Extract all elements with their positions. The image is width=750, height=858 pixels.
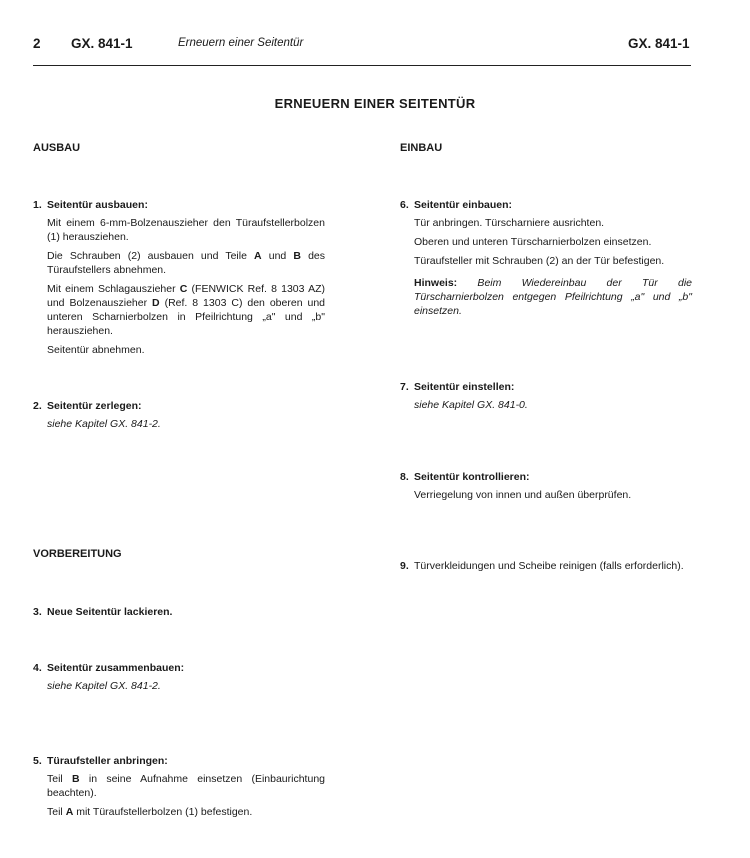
step-heading: Seitentür einbauen: — [414, 199, 513, 211]
step-9 — [400, 559, 692, 573]
step-5 — [33, 754, 325, 819]
text-run: in seine Aufnahme einsetzen (Einbaurichtung beachten). — [47, 773, 325, 799]
step-body — [33, 772, 325, 819]
paragraph: Seitentür abnehmen. — [47, 344, 145, 356]
part-label-a: A — [254, 250, 262, 262]
step-4 — [33, 661, 325, 693]
step-number: 7. — [400, 381, 409, 393]
doc-code-left: GX. 841-1 — [71, 36, 133, 51]
paragraph: Oberen und unteren Türscharnierbolzen einsetzen. — [414, 236, 652, 248]
hint-paragraph — [414, 276, 692, 318]
step-8 — [400, 470, 692, 502]
step-number: 3. — [33, 606, 42, 618]
tool-label-c: C — [179, 283, 188, 295]
doc-title: Erneuern einer Seitentür — [178, 37, 304, 49]
text-run: Teil — [47, 806, 66, 818]
part-label-b: B — [293, 250, 301, 262]
text-run: und — [261, 250, 294, 262]
text-run: (Ref. 8 1303 C) den oberen und unteren Scharnierbolzen in Pfeilrichtung „a" und „b" herausziehen. — [47, 297, 325, 337]
paragraph — [47, 249, 325, 277]
text-run: Die Schrauben (2) ausbauen und Teile — [47, 250, 255, 262]
paragraph: Mit einem 6-mm-Bolzenauszieher den Türaufstellerbolzen (1) herausziehen. — [47, 217, 325, 243]
step-body — [33, 216, 325, 357]
text-run: (FENWICK Ref. 8 1303 AZ) und Bolzenauszieher — [47, 283, 325, 309]
step-heading: Seitentür zusammenbauen: — [47, 662, 185, 674]
step-body — [400, 398, 692, 412]
step-number: 9. — [400, 560, 409, 572]
doc-code-right: GX. 841-1 — [628, 36, 690, 51]
step-3 — [33, 605, 325, 619]
step-number: 4. — [33, 662, 42, 674]
part-label-a: A — [65, 806, 74, 818]
step-heading: Neue Seitentür lackieren. — [47, 606, 173, 618]
step-heading: Seitentür zerlegen: — [47, 400, 142, 412]
paragraph: Tür anbringen. Türscharniere ausrichten. — [414, 217, 605, 229]
paragraph — [47, 772, 325, 800]
section-ausbau: AUSBAU — [33, 142, 81, 154]
hint-text: Beim Wiedereinbau der Tür die Türscharnierbolzen entgegen Pfeilrichtung „a" und „b" einsetzen. — [414, 277, 692, 317]
step-number: 5. — [33, 755, 42, 767]
step-2 — [33, 399, 325, 431]
text-run: Teil — [47, 773, 73, 785]
paragraph: Türaufsteller mit Schrauben (2) an der Tür befestigen. — [414, 255, 665, 267]
step-7 — [400, 380, 692, 412]
step-heading: Seitentür ausbauen: — [47, 199, 148, 211]
text-run: des Türaufstellers abnehmen. — [47, 250, 325, 276]
text-run: Mit einem Schlagauszieher — [47, 283, 180, 295]
step-text: Türverkleidungen und Scheibe reinigen (falls erforderlich). — [414, 560, 684, 572]
section-vorbereitung: VORBEREITUNG — [33, 548, 122, 560]
step-heading: Türaufsteller anbringen: — [47, 755, 168, 767]
paragraph: siehe Kapitel GX. 841-2. — [47, 418, 161, 430]
section-einbau: EINBAU — [400, 142, 443, 154]
step-1 — [33, 198, 325, 357]
header-rule — [33, 65, 691, 66]
hint-label: Hinweis: — [414, 277, 458, 289]
paragraph: siehe Kapitel GX. 841-0. — [414, 399, 528, 411]
text-run: mit Türaufstellerbolzen (1) befestigen. — [73, 806, 253, 818]
step-number: 1. — [33, 199, 42, 211]
step-body — [400, 216, 692, 318]
step-number: 2. — [33, 400, 42, 412]
page-title: ERNEUERN EINER SEITENTÜR — [274, 96, 476, 111]
part-label-b: B — [72, 773, 80, 785]
step-heading: Seitentür einstellen: — [414, 381, 515, 393]
paragraph: siehe Kapitel GX. 841-2. — [47, 680, 161, 692]
step-number: 8. — [400, 471, 409, 483]
tool-label-d: D — [152, 297, 160, 309]
step-body — [33, 417, 325, 431]
step-6 — [400, 198, 692, 318]
step-body — [33, 679, 325, 693]
paragraph — [47, 805, 325, 819]
step-body — [400, 488, 692, 502]
step-number: 6. — [400, 199, 409, 211]
step-heading: Seitentür kontrollieren: — [414, 471, 530, 483]
paragraph: Verriegelung von innen und außen überprüfen. — [414, 489, 632, 501]
page-number: 2 — [33, 36, 41, 51]
paragraph — [47, 282, 325, 338]
